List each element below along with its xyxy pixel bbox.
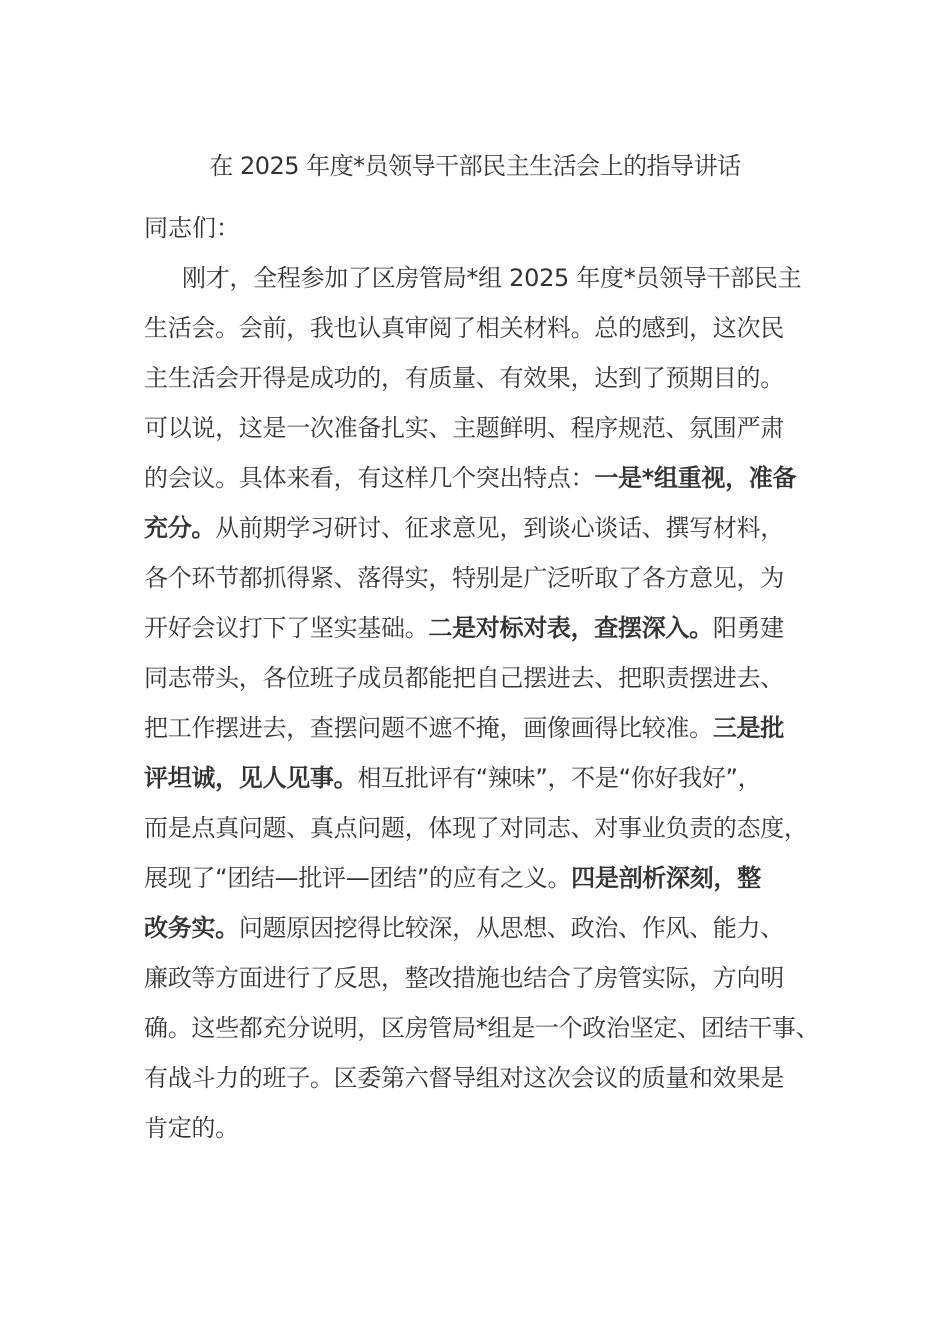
- text-run: 而是点真问题、真点问题，体现了对同志、对事业负责的态度，: [144, 814, 808, 842]
- text-run: 肯定的。: [144, 1114, 239, 1142]
- paragraph-line: [144, 1108, 824, 1158]
- text-run: 确。这些都充分说明，区房管局*组是一个政治坚定、团结干事、: [144, 1014, 820, 1042]
- document-title: 在 2025 年度*员领导干部民主生活会上的指导讲话: [209, 152, 741, 180]
- text-run: 主生活会开得是成功的，有质量、有效果，达到了预期目的。: [144, 364, 784, 392]
- bold-text-run: 二是对标对表，查摆深入。: [428, 614, 713, 642]
- paragraph-line: [144, 1008, 824, 1058]
- paragraph-line: [144, 358, 824, 408]
- paragraph-line: [144, 808, 824, 858]
- text-run: 廉政等方面进行了反思，整改措施也结合了房管实际，方向明: [144, 964, 784, 992]
- bold-text-run: 一是*组重视，准备: [594, 464, 797, 492]
- text-run: 从前期学习研讨、征求意见，到谈心谈话、撰写材料，: [215, 514, 784, 542]
- paragraph-line: [144, 458, 824, 508]
- bold-text-run: 充分。: [144, 514, 216, 542]
- text-run: 有战斗力的班子。区委第六督导组对这次会议的质量和效果是: [144, 1064, 784, 1092]
- paragraph-line: [144, 658, 824, 708]
- text-run: 的会议。具体来看，有这样几个突出特点：: [144, 464, 595, 492]
- paragraph-line: [144, 608, 824, 658]
- paragraph-line: [144, 908, 824, 958]
- paragraph-line: [144, 308, 824, 358]
- paragraph-line: [144, 508, 824, 558]
- paragraph-line: [144, 558, 824, 608]
- text-run: 同志带头，各位班子成员都能把自己摆进去、把职责摆进去、: [144, 664, 784, 692]
- bold-text-run: 评坦诚，见人见事。: [144, 764, 358, 792]
- paragraph-line: [144, 258, 824, 308]
- text-run: 各个环节都抓得紧、落得实，特别是广泛听取了各方意见，为: [144, 564, 784, 592]
- paragraph-line: [144, 858, 824, 908]
- text-run: 问题原因挖得比较深，从思想、政治、作风、能力、: [238, 914, 784, 942]
- paragraph-line: [144, 958, 824, 1008]
- bold-text-run: 四是剖析深刻，整: [571, 864, 761, 892]
- text-run: 相互批评有“辣味”，不是“你好我好”，: [357, 764, 762, 792]
- salutation: 同志们：: [144, 214, 240, 242]
- paragraph-line: [144, 1058, 824, 1108]
- text-run: 把工作摆进去，查摆问题不遮不掩，画像画得比较准。: [144, 714, 713, 742]
- bold-text-run: 改务实。: [144, 914, 239, 942]
- text-run: 开好会议打下了坚实基础。: [144, 614, 429, 642]
- paragraph-line: [144, 708, 824, 758]
- body-paragraph: [144, 258, 824, 1158]
- text-run: 可以说，这是一次准备扎实、主题鲜明、程序规范、氛围严肃: [144, 414, 784, 442]
- text-run: 生活会。会前，我也认真审阅了相关材料。总的感到，这次民: [144, 314, 784, 342]
- text-run: 展现了“团结—批评—团结”的应有之义。: [144, 864, 572, 892]
- paragraph-line: [144, 758, 824, 808]
- text-run: 刚才，全程参加了区房管局*组 2025 年度*员领导干部民主: [182, 264, 802, 292]
- text-run: 阳勇建: [712, 614, 784, 642]
- paragraph-line: [144, 408, 824, 458]
- bold-text-run: 三是批: [712, 714, 784, 742]
